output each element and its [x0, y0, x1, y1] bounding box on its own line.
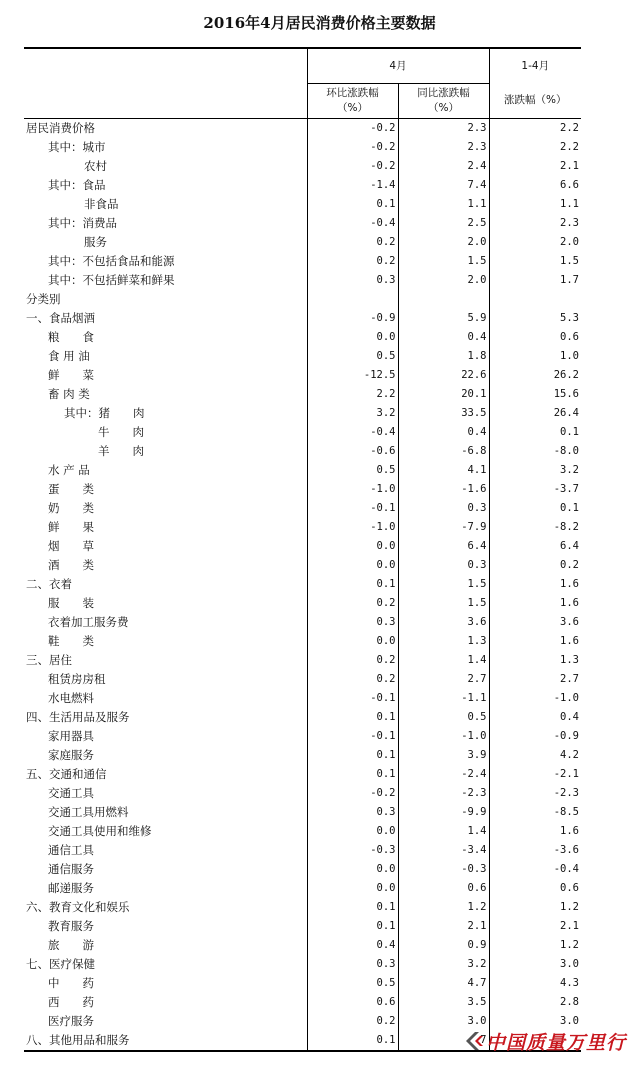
row-label: 邮递服务	[48, 881, 94, 895]
table-row	[24, 309, 581, 328]
table-row	[24, 157, 581, 176]
mom-value: 2.2	[307, 385, 398, 404]
yoy-value: 1.5	[398, 594, 489, 613]
row-label: 家庭服务	[48, 748, 94, 762]
yoy-value: 0.3	[398, 499, 489, 518]
ytd-value: 1.6	[489, 632, 581, 651]
row-label: 西 药	[48, 995, 94, 1009]
header-ytd: 1-4月	[489, 48, 581, 84]
mom-value: 0.4	[307, 936, 398, 955]
table-row	[24, 936, 581, 955]
ytd-value: -2.1	[489, 765, 581, 784]
ytd-value: -8.5	[489, 803, 581, 822]
yoy-value: 1.4	[398, 822, 489, 841]
yoy-value: 3.6	[398, 613, 489, 632]
table-row	[24, 632, 581, 651]
yoy-value: 1.1	[398, 195, 489, 214]
ytd-value: 2.1	[489, 917, 581, 936]
row-label: 二、衣着	[26, 577, 72, 591]
table-row	[24, 955, 581, 974]
row-label: 分类别	[26, 292, 61, 306]
mom-value: 0.5	[307, 974, 398, 993]
mom-value: 0.2	[307, 252, 398, 271]
table-row	[24, 765, 581, 784]
mom-value: -0.2	[307, 119, 398, 139]
cpi-table	[24, 47, 581, 1052]
ytd-value: 6.4	[489, 537, 581, 556]
ytd-value: 2.7	[489, 670, 581, 689]
ytd-value: 1.6	[489, 594, 581, 613]
ytd-value: 4.2	[489, 746, 581, 765]
yoy-value: 5.9	[398, 309, 489, 328]
ytd-value: 1.0	[489, 347, 581, 366]
mom-value: -0.2	[307, 784, 398, 803]
ytd-value: 1.2	[489, 936, 581, 955]
mom-value: -1.4	[307, 176, 398, 195]
ytd-value: 3.0	[489, 955, 581, 974]
ytd-value: 3.2	[489, 461, 581, 480]
ytd-value: 15.6	[489, 385, 581, 404]
ytd-value: 0.1	[489, 423, 581, 442]
yoy-value: 2.7	[398, 670, 489, 689]
yoy-value: 6.4	[398, 537, 489, 556]
row-label: 通信工具	[48, 843, 94, 857]
table-row	[24, 689, 581, 708]
header-blank-2	[24, 84, 307, 119]
mom-value: 0.3	[307, 803, 398, 822]
yoy-value: -3.4	[398, 841, 489, 860]
mom-value: 3.2	[307, 404, 398, 423]
row-label: 交通工具用燃料	[48, 805, 129, 819]
ytd-value	[489, 290, 581, 309]
mom-value: -0.1	[307, 727, 398, 746]
mom-value: 0.0	[307, 328, 398, 347]
mom-value: 0.0	[307, 537, 398, 556]
ytd-value: -8.2	[489, 518, 581, 537]
ytd-value: -3.6	[489, 841, 581, 860]
yoy-value: 3.5	[398, 993, 489, 1012]
mom-value: 0.6	[307, 993, 398, 1012]
mom-value: 0.2	[307, 594, 398, 613]
table-row	[24, 575, 581, 594]
yoy-value: -1.6	[398, 480, 489, 499]
table-row	[24, 366, 581, 385]
table-row	[24, 594, 581, 613]
row-label: 三、居住	[26, 653, 72, 667]
row-label: 食 用 油	[48, 349, 90, 363]
table-row	[24, 670, 581, 689]
row-label: 家用器具	[48, 729, 94, 743]
row-label: 粮 食	[48, 330, 94, 344]
mom-value: -0.9	[307, 309, 398, 328]
ytd-value: 5.3	[489, 309, 581, 328]
ytd-value: 4.3	[489, 974, 581, 993]
row-label: 牛 肉	[98, 425, 144, 439]
table-row	[24, 138, 581, 157]
row-label: 旅 游	[48, 938, 94, 952]
ytd-value: 2.3	[489, 214, 581, 233]
row-label: 中 药	[48, 976, 94, 990]
ytd-value: -3.7	[489, 480, 581, 499]
header-mom-label: 环比涨跌幅	[326, 87, 379, 99]
mom-value: -0.4	[307, 423, 398, 442]
row-label: 四、生活用品及服务	[26, 710, 130, 724]
mom-value: 0.0	[307, 879, 398, 898]
table-row	[24, 328, 581, 347]
yoy-value: 2.3	[398, 138, 489, 157]
yoy-value: 2.5	[398, 214, 489, 233]
row-label: 其中：猪 肉	[64, 406, 145, 420]
ytd-value: 0.6	[489, 328, 581, 347]
mom-value: -0.4	[307, 214, 398, 233]
mom-value: 0.2	[307, 670, 398, 689]
row-label: 鲜 果	[48, 520, 94, 534]
row-label: 交通工具	[48, 786, 94, 800]
mom-value	[307, 290, 398, 309]
row-label: 服务	[84, 235, 107, 249]
row-label: 其中：食品	[48, 178, 106, 192]
mom-value: 0.5	[307, 347, 398, 366]
ytd-value: 1.6	[489, 822, 581, 841]
yoy-value: 7.4	[398, 176, 489, 195]
mom-value: 0.2	[307, 651, 398, 670]
row-label: 五、交通和通信	[26, 767, 107, 781]
mom-value: -0.1	[307, 689, 398, 708]
row-label: 农村	[84, 159, 107, 173]
yoy-value: 3.2	[398, 955, 489, 974]
mom-value: 0.0	[307, 632, 398, 651]
mom-value: 0.1	[307, 575, 398, 594]
table-row	[24, 404, 581, 423]
ytd-value: 2.2	[489, 138, 581, 157]
ytd-value: -8.0	[489, 442, 581, 461]
header-mom	[307, 84, 398, 119]
ytd-value: 3.0	[489, 1012, 581, 1031]
yoy-value: 2.1	[398, 917, 489, 936]
ytd-value: 1.5	[489, 252, 581, 271]
row-label: 奶 类	[48, 501, 94, 515]
row-label: 居民消费价格	[26, 121, 95, 135]
ytd-value: 6.6	[489, 176, 581, 195]
ytd-value: 2.0	[489, 233, 581, 252]
yoy-value: -2.3	[398, 784, 489, 803]
chevron-logo-icon	[462, 1030, 484, 1052]
mom-value: 0.2	[307, 233, 398, 252]
ytd-value: 26.2	[489, 366, 581, 385]
yoy-value: 1.5	[398, 252, 489, 271]
row-label: 七、医疗保健	[26, 957, 95, 971]
watermark-text: 中国质量万里行	[486, 1031, 627, 1054]
yoy-value: -1.1	[398, 689, 489, 708]
ytd-value: -2.3	[489, 784, 581, 803]
table-row	[24, 385, 581, 404]
header-mom-unit: （%）	[337, 102, 368, 114]
yoy-value: 7	[398, 1031, 489, 1051]
table-row	[24, 518, 581, 537]
table-row	[24, 746, 581, 765]
row-label: 服 装	[48, 596, 94, 610]
mom-value: -0.2	[307, 138, 398, 157]
table-row	[24, 290, 581, 309]
row-label: 其中：城市	[48, 140, 106, 154]
table-row	[24, 176, 581, 195]
mom-value: 0.1	[307, 708, 398, 727]
header-yoy	[398, 84, 489, 119]
table-row	[24, 784, 581, 803]
yoy-value: 1.2	[398, 898, 489, 917]
row-label: 衣着加工服务费	[48, 615, 129, 629]
row-label: 鞋 类	[48, 634, 94, 648]
row-label: 六、教育文化和娱乐	[26, 900, 130, 914]
row-label: 教育服务	[48, 919, 94, 933]
table-row	[24, 556, 581, 575]
yoy-value: 0.9	[398, 936, 489, 955]
mom-value: -0.3	[307, 841, 398, 860]
ytd-value: 2.2	[489, 119, 581, 139]
mom-value: 0.0	[307, 822, 398, 841]
yoy-value: 0.6	[398, 879, 489, 898]
ytd-value: 0.6	[489, 879, 581, 898]
yoy-value: 0.4	[398, 423, 489, 442]
mom-value: -1.0	[307, 518, 398, 537]
mom-value: 0.1	[307, 195, 398, 214]
ytd-value: 3.6	[489, 613, 581, 632]
yoy-value: 2.0	[398, 271, 489, 290]
ytd-value: 0.2	[489, 556, 581, 575]
table-row	[24, 499, 581, 518]
mom-value: 0.3	[307, 271, 398, 290]
row-label: 水 产 品	[48, 463, 90, 477]
yoy-value: 0.4	[398, 328, 489, 347]
page-title: 2016年4月居民消费价格主要数据	[203, 14, 436, 32]
mom-value: -1.0	[307, 480, 398, 499]
yoy-value: 33.5	[398, 404, 489, 423]
table-row	[24, 195, 581, 214]
yoy-value: 1.4	[398, 651, 489, 670]
row-label: 非食品	[84, 197, 119, 211]
yoy-value: 2.4	[398, 157, 489, 176]
watermark	[462, 1026, 634, 1056]
row-label: 通信服务	[48, 862, 94, 876]
yoy-value: -9.9	[398, 803, 489, 822]
row-label: 畜 肉 类	[48, 387, 90, 401]
table-row	[24, 860, 581, 879]
header-yoy-unit: （%）	[428, 102, 459, 114]
table-row	[24, 822, 581, 841]
table-row	[24, 708, 581, 727]
row-label: 烟 草	[48, 539, 94, 553]
row-label: 其中：不包括鲜菜和鲜果	[48, 273, 175, 287]
row-label: 羊 肉	[98, 444, 144, 458]
ytd-value: 1.2	[489, 898, 581, 917]
table-row	[24, 651, 581, 670]
mom-value: 0.1	[307, 746, 398, 765]
table-row	[24, 347, 581, 366]
header-row-1	[24, 48, 581, 84]
row-label: 蛋 类	[48, 482, 94, 496]
yoy-value: 22.6	[398, 366, 489, 385]
mom-value: 0.0	[307, 860, 398, 879]
mom-value: -0.1	[307, 499, 398, 518]
table-row	[24, 214, 581, 233]
table-row	[24, 803, 581, 822]
ytd-value: 0.4	[489, 708, 581, 727]
mom-value: -0.6	[307, 442, 398, 461]
table-row	[24, 423, 581, 442]
yoy-value	[398, 290, 489, 309]
row-label: 租赁房房租	[48, 672, 106, 686]
table-row	[24, 898, 581, 917]
mom-value: 0.1	[307, 917, 398, 936]
yoy-value: 2.3	[398, 119, 489, 139]
row-label: 其中：消费品	[48, 216, 117, 230]
mom-value: 0.1	[307, 898, 398, 917]
yoy-value: -6.8	[398, 442, 489, 461]
header-ytd-change: 涨跌幅（%）	[489, 84, 581, 119]
yoy-value: 4.1	[398, 461, 489, 480]
table-row	[24, 461, 581, 480]
table-body	[24, 119, 581, 1052]
mom-value: -12.5	[307, 366, 398, 385]
row-label: 水电燃料	[48, 691, 94, 705]
yoy-value: -7.9	[398, 518, 489, 537]
yoy-value: 3.9	[398, 746, 489, 765]
table-row	[24, 974, 581, 993]
table-row	[24, 727, 581, 746]
yoy-value: 2.0	[398, 233, 489, 252]
ytd-value: 1.6	[489, 575, 581, 594]
ytd-value: 1.1	[489, 195, 581, 214]
ytd-value: -0.9	[489, 727, 581, 746]
yoy-value: 1.5	[398, 575, 489, 594]
yoy-value: -1.0	[398, 727, 489, 746]
row-label: 交通工具使用和维修	[48, 824, 152, 838]
ytd-value: 26.4	[489, 404, 581, 423]
table-row	[24, 993, 581, 1012]
yoy-value: 0.5	[398, 708, 489, 727]
yoy-value: -2.4	[398, 765, 489, 784]
row-label: 八、其他用品和服务	[24, 1031, 307, 1051]
mom-value: 0.3	[307, 955, 398, 974]
table-row	[24, 233, 581, 252]
mom-value: 0.1	[307, 1031, 398, 1051]
header-month: 4月	[307, 48, 489, 84]
table-row	[24, 879, 581, 898]
ytd-value: 2.8	[489, 993, 581, 1012]
yoy-value: 20.1	[398, 385, 489, 404]
table-row	[24, 613, 581, 632]
ytd-value: 0.1	[489, 499, 581, 518]
ytd-value: -0.4	[489, 860, 581, 879]
header-row-2	[24, 84, 581, 119]
mom-value: 0.0	[307, 556, 398, 575]
yoy-value: 0.3	[398, 556, 489, 575]
yoy-value: 1.3	[398, 632, 489, 651]
table-row	[24, 271, 581, 290]
row-label: 鲜 菜	[48, 368, 94, 382]
row-label: 一、食品烟酒	[26, 311, 95, 325]
mom-value: 0.3	[307, 613, 398, 632]
table-row	[24, 480, 581, 499]
table-row	[24, 537, 581, 556]
row-label: 其中：不包括食品和能源	[48, 254, 175, 268]
table-row	[24, 119, 581, 139]
yoy-value: 4.7	[398, 974, 489, 993]
yoy-value: 3.0	[398, 1012, 489, 1031]
table-row	[24, 442, 581, 461]
mom-value: -0.2	[307, 157, 398, 176]
yoy-value: 1.8	[398, 347, 489, 366]
table-row	[24, 252, 581, 271]
row-label: 医疗服务	[48, 1014, 94, 1028]
ytd-value: 1.3	[489, 651, 581, 670]
table-row	[24, 917, 581, 936]
ytd-value: 1.7	[489, 271, 581, 290]
header-yoy-label: 同比涨跌幅	[417, 87, 470, 99]
mom-value: 0.5	[307, 461, 398, 480]
header-blank	[24, 48, 307, 84]
row-label: 酒 类	[48, 558, 94, 572]
ytd-value: 2.1	[489, 157, 581, 176]
mom-value: 0.2	[307, 1012, 398, 1031]
yoy-value: -0.3	[398, 860, 489, 879]
table-row	[24, 841, 581, 860]
mom-value: 0.1	[307, 765, 398, 784]
ytd-value: -1.0	[489, 689, 581, 708]
